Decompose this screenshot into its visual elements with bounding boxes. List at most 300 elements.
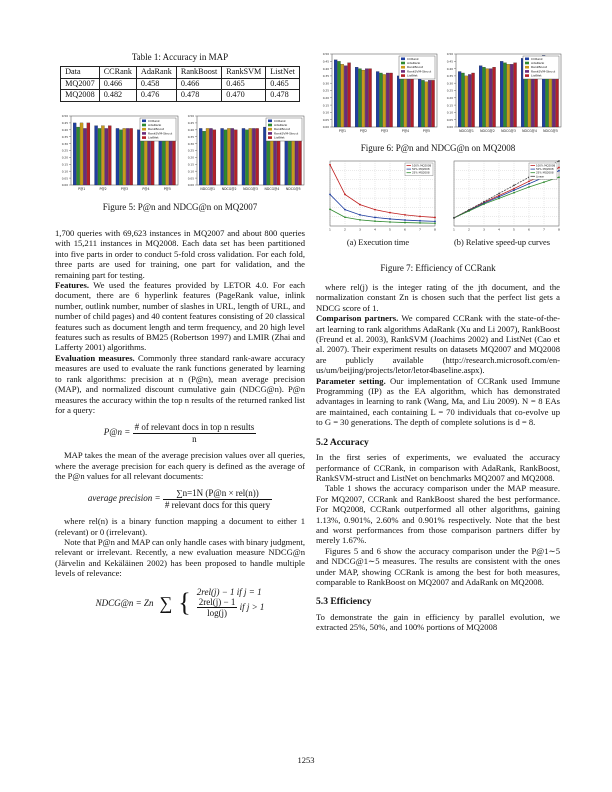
x-tick-label: P@4 — [142, 187, 150, 191]
legend-swatch — [142, 132, 146, 135]
data-point — [558, 170, 560, 172]
legend-label: 50% MQ2008 — [412, 168, 430, 172]
table-cell: MQ2008 — [61, 90, 100, 101]
table-row — [61, 90, 300, 101]
fig7b-caption: (b) Relative speed-up curves — [453, 238, 551, 247]
legend-swatch — [268, 132, 272, 135]
x-tick-label: NDCG@4 — [522, 129, 537, 133]
legend-swatch — [142, 124, 146, 127]
data-point — [374, 217, 376, 219]
parameter-paragraph: Our implementation of CCRank used Immune Programming (IP) as the EA algorithm, which has demonstrated advantages in learning to rank (Wang, Ma, and Liu 2009). N = 8 EAs are maintained, each containing L = 70 individuals that co-evolve up to G = 30 generations. The depth of complete solutions is d = 8. — [316, 375, 560, 428]
equation-case-condition: if j > 1 — [239, 601, 265, 612]
data-point — [374, 220, 376, 222]
bar — [234, 130, 237, 185]
y-tick-label: 0.50 — [61, 114, 68, 119]
table-cell: 0.478 — [266, 90, 300, 101]
y-tick-label: 0.30 — [61, 141, 68, 146]
y-tick-label: 0.00 — [446, 125, 453, 130]
bar — [242, 128, 245, 185]
y-tick-label: 0.10 — [187, 169, 194, 174]
x-tick-label: NDCG@3 — [501, 129, 516, 133]
table-cell: 0.466 — [99, 78, 136, 89]
paragraph-map: MAP takes the mean of the average precision values over all queries, where the average precision for each query is defined as the average of the P@n values for all relevant documents: — [55, 450, 305, 481]
bar — [400, 76, 403, 127]
y-tick-label: 0.50 — [187, 114, 194, 119]
bar — [101, 126, 104, 185]
bar — [119, 130, 122, 185]
x-tick-label: P@3 — [380, 129, 389, 133]
bar — [126, 128, 129, 185]
x-tick-label: NDCG@1 — [459, 129, 474, 133]
fig6-precision-chart — [316, 50, 440, 136]
data-point — [419, 215, 421, 217]
data-point — [374, 209, 376, 211]
bar — [252, 128, 255, 185]
bar — [468, 74, 471, 127]
section-heading-efficiency: 5.3 Efficiency — [316, 596, 372, 608]
x-tick-label: P@1 — [338, 129, 347, 133]
legend-swatch — [525, 74, 529, 77]
x-tick-label: 5 — [513, 227, 515, 232]
legend-swatch — [401, 66, 405, 69]
table-cell: 0.482 — [99, 90, 136, 101]
table-header-cell: RankBoost — [176, 67, 221, 78]
bar — [213, 130, 216, 185]
legend-label: RankSVM-Struct — [531, 69, 556, 74]
paragraph-dataset: 1,700 queries with 69,623 instances in MQ2007 and about 800 queries with 15,211 instances in MQ2008. Each data set has been partitioned into five parts in order to conduct 5-fold cross validation. For each fold, three parts are used for training, one part for validation, and the remaining part for testing. — [55, 228, 305, 280]
bar — [386, 73, 389, 127]
data-point — [498, 193, 500, 195]
data-point — [389, 212, 391, 214]
legend-label: 50% MQ2008 — [536, 168, 554, 172]
equation-lhs: NDCG@n = Zn — [95, 597, 154, 608]
brace-icon: { — [178, 587, 191, 617]
bar — [407, 77, 410, 127]
legend-swatch — [268, 120, 272, 123]
y-tick-label: 0.25 — [61, 148, 68, 153]
bar — [227, 128, 230, 185]
page-number: 1253 — [297, 755, 315, 765]
legend-swatch — [525, 62, 529, 65]
paragraph-accuracy-2: Table 1 shows the accuracy comparison under the MAP measure. For MQ2007, CCRank and RankBoost shared the best performance. For MQ2008, CCRank outperformed all other algorithms, gaining 1.13%, 0.901%, 2.60% and 0.901% respectively. Note that the best and worst performances from those comparison partners differ by merely 1.67%. — [316, 483, 560, 546]
bar — [465, 76, 468, 127]
data-point — [513, 188, 515, 190]
y-tick-label: 0.45 — [61, 121, 68, 126]
data-point — [513, 189, 515, 191]
bar — [334, 60, 337, 127]
x-tick-label: 8 — [434, 227, 436, 232]
y-tick-label: 0.25 — [187, 148, 194, 153]
legend-swatch — [268, 124, 272, 127]
paragraph-rel: where rel(n) is a binary function mapping a document to either 1 (relevant) or 0 (irrelevant). — [55, 516, 305, 537]
equation-case-denominator: log(j) — [207, 608, 228, 619]
bar — [344, 66, 347, 127]
evaluation-heading: Evaluation measures. — [55, 352, 135, 363]
x-tick-label: NDCG@3 — [243, 187, 258, 191]
legend-swatch — [142, 128, 146, 131]
legend-label: RankBoost — [407, 65, 423, 70]
y-tick-label: 0.30 — [187, 141, 194, 146]
y-tick-label: 0.40 — [187, 128, 194, 132]
data-point — [558, 167, 560, 169]
data-point — [419, 220, 421, 222]
y-tick-label: 0.00 — [61, 183, 68, 188]
y-tick-label: 0.40 — [446, 66, 453, 71]
x-tick-label: NDCG@5 — [285, 187, 301, 191]
bar — [98, 128, 101, 185]
x-tick-label: P@3 — [120, 187, 129, 191]
table-header-cell: ListNet — [266, 67, 300, 78]
data-point — [359, 219, 361, 221]
bar — [337, 61, 340, 127]
table-header-cell: AdaRank — [136, 67, 176, 78]
y-tick-label: 0.10 — [61, 169, 68, 174]
legend-label: RankSVM-Struct — [407, 69, 432, 74]
legend-label: RankBoost — [148, 127, 164, 132]
fig5-ndcg-chart — [181, 112, 307, 194]
table-cell: 0.458 — [136, 78, 176, 89]
table-header-cell: RankSVM — [222, 67, 266, 78]
y-tick-label: 0.15 — [187, 162, 194, 167]
bar — [379, 73, 382, 127]
paragraph-ndcg: Note that P@n and MAP can only handle cases with binary judgment, relevant or irrelevant. Recently, a new evaluation measure NDCG@n (Järvelin and Kekäläinen 2002) has been proposed to handle multiple levels of relevance: — [55, 536, 306, 579]
equation-lhs: P@n = — [103, 427, 131, 438]
bar — [507, 64, 510, 127]
bar — [482, 67, 485, 127]
legend-label: ListNet — [407, 73, 418, 78]
bar — [80, 123, 83, 185]
equation-average-precision — [55, 488, 305, 510]
y-tick-label: 0.15 — [322, 103, 329, 108]
bar — [245, 130, 248, 185]
y-tick-label: 0.05 — [61, 176, 68, 181]
y-tick-label: 0.20 — [322, 96, 329, 100]
fig7-execution-time-chart — [318, 158, 438, 234]
bar — [365, 69, 368, 127]
fig7-speedup-chart — [442, 158, 562, 234]
legend-swatch — [525, 58, 529, 61]
y-tick-label: 0.35 — [61, 134, 68, 139]
bar — [411, 77, 414, 127]
fig6-caption: Figure 6: P@n and NDCG@n on MQ2008 — [360, 143, 516, 153]
equation-numerator: # of relevant docs in top n results — [134, 422, 255, 433]
x-tick-label: NDCG@5 — [543, 129, 558, 133]
legend-label: AdaRank — [407, 61, 421, 65]
legend-swatch — [525, 66, 529, 69]
x-tick-label: 6 — [528, 227, 530, 232]
y-tick-label: 0.20 — [446, 96, 453, 100]
table1-caption: Table 1: Accuracy in MAP — [131, 52, 229, 62]
bar — [369, 69, 372, 127]
legend-label: 25% MQ2008 — [412, 171, 430, 175]
table1-block — [55, 52, 305, 102]
bar — [432, 80, 435, 127]
bar — [458, 72, 461, 127]
data-point — [404, 214, 406, 216]
data-point — [528, 183, 530, 185]
data-point — [558, 176, 560, 178]
bar — [108, 126, 111, 185]
bar — [376, 72, 379, 127]
bar — [116, 128, 119, 185]
data-point — [543, 181, 545, 183]
legend-swatch — [268, 128, 272, 131]
table-header-cell: CCRank — [99, 67, 136, 78]
features-paragraph: We used the features provided by LETOR 4.0. For each document, there are 6 hyperlink features (PageRank value, inlink number, outlink number, number of slashes in URL, length of URL, and number of child pages) and 40 content features consisting of 20 classical features such as document length and term frequency, and 20 high level features such as results of BM25 (Robertson 1997) and LMIR (Zhai and Lafferty 2001) algorithms. — [55, 280, 305, 353]
sum-symbol-icon: ∑ — [159, 592, 173, 613]
data-point — [389, 218, 391, 220]
bar — [231, 128, 234, 185]
features-heading: Features. — [55, 280, 89, 291]
bar — [83, 128, 86, 185]
table-row — [61, 78, 300, 89]
x-tick-label: 8 — [558, 227, 560, 232]
legend-label: CCRank — [148, 118, 160, 123]
y-tick-label: 0.05 — [187, 176, 194, 181]
y-tick-label: 0.25 — [446, 88, 453, 93]
x-tick-label: NDCG@2 — [221, 187, 237, 191]
x-tick-label: P@5 — [422, 129, 431, 133]
fig7a-caption: (a) Execution time — [346, 238, 410, 247]
table-cell: 0.466 — [176, 78, 221, 89]
x-tick-label: P@4 — [401, 129, 410, 133]
legend-label: ListNet — [274, 135, 285, 140]
x-tick-label: 4 — [374, 227, 376, 232]
bar — [341, 64, 344, 127]
y-tick-label: 0.50 — [446, 52, 453, 57]
bar — [425, 82, 428, 127]
legend-swatch — [401, 62, 405, 65]
table-cell: 0.465 — [266, 78, 300, 89]
bar — [500, 61, 503, 127]
y-tick-label: 0.45 — [322, 59, 329, 64]
legend-swatch — [142, 136, 146, 139]
data-point — [468, 209, 470, 211]
bar — [390, 73, 393, 127]
data-point — [329, 208, 331, 210]
legend-swatch — [401, 70, 405, 73]
table-cell: 0.465 — [222, 78, 266, 89]
equation-case-one: 2rel(j) − 1 if j = 1 — [196, 586, 262, 597]
legend-label: Linear — [536, 175, 545, 179]
x-tick-label: NDCG@2 — [480, 129, 495, 133]
bar — [130, 128, 133, 185]
legend-label: 100% MQ2008 — [536, 164, 556, 168]
bar — [358, 69, 361, 127]
legend-label: RankSVM-Struct — [148, 131, 173, 136]
equation-case-numerator: 2rel(j) − 1 — [198, 597, 236, 607]
data-point — [329, 164, 331, 166]
bar — [514, 63, 517, 127]
comparison-heading: Comparison partners. — [316, 313, 399, 324]
bar — [479, 66, 482, 127]
bar — [503, 63, 506, 127]
data-point — [528, 186, 530, 188]
evaluation-paragraph: Commonly three standard rank-aware accuracy measures are used to evaluate the rank functions generated by learning to rank algorithms: precision at n (P@n), mean average precision (MAP), and normalized discount cumulative gain (NDCG@n). P@n measures the accuracy within the top n results of the returned ranked list for a query: — [55, 352, 305, 415]
y-tick-label: 0.20 — [61, 155, 68, 160]
legend-label: RankSVM-Struct — [274, 131, 299, 136]
x-tick-label: 6 — [404, 227, 406, 232]
bar — [428, 80, 431, 127]
y-tick-label: 0.40 — [322, 66, 329, 71]
legend-label: CCRank — [274, 118, 286, 123]
fig7-caption: Figure 7: Efficiency of CCRank — [380, 263, 496, 273]
legend-swatch — [142, 120, 146, 123]
y-tick-label: 0.05 — [322, 117, 329, 122]
data-point — [404, 222, 406, 224]
x-tick-label: 7 — [543, 227, 545, 232]
fig5-caption: Figure 5: P@n and NDCG@n on MQ2007 — [102, 202, 258, 212]
legend-label: AdaRank — [274, 123, 288, 127]
equation-denominator: # relevant docs for this query — [164, 499, 271, 510]
bar — [418, 79, 421, 127]
fig5-precision-chart — [55, 112, 181, 194]
x-tick-label: 1 — [329, 227, 331, 232]
bar — [404, 79, 407, 127]
data-point — [483, 203, 485, 205]
legend-label: RankBoost — [274, 127, 290, 132]
x-tick-label: 2 — [468, 227, 470, 232]
left-column-text — [55, 228, 305, 619]
bar — [95, 126, 98, 185]
data-point — [434, 222, 436, 224]
legend-label: AdaRank — [148, 123, 162, 127]
data-point — [528, 180, 530, 182]
data-point — [329, 194, 331, 196]
legend-label: RankBoost — [531, 65, 547, 70]
bar — [348, 63, 351, 127]
x-tick-label: 2 — [344, 227, 346, 232]
data-point — [513, 192, 515, 194]
bar — [105, 128, 108, 185]
bar — [77, 127, 80, 185]
data-point — [483, 201, 485, 203]
bar — [510, 64, 513, 127]
x-tick-label: NDCG@1 — [200, 187, 216, 191]
equation-lhs: average precision = — [87, 493, 161, 504]
data-point — [344, 194, 346, 196]
y-tick-label: 0.10 — [322, 110, 329, 115]
bar — [256, 128, 259, 185]
right-column-text — [316, 282, 560, 633]
y-tick-label: 0.35 — [446, 74, 453, 79]
legend-swatch — [401, 58, 405, 61]
legend-label: 25% MQ2008 — [536, 171, 554, 175]
table-cell: MQ2007 — [61, 78, 100, 89]
legend-swatch — [268, 136, 272, 139]
bar — [249, 128, 252, 185]
table-cell: 0.470 — [222, 90, 266, 101]
comparison-paragraph: We compared CCRank with the state-of-the-art learning to rank algorithms AdaRank (Xu and Li 2007), RankBoost (Freund et al. 2003), RankSVM (Joachims 2002) and ListNet (Cao et al. 2007). Their experiment results on datasets MQ2007 and MQ2008 are publicly available (http://research.microsoft.com/en-us/um/beijing/projects/letor/letor4baseline.aspx). — [316, 313, 560, 376]
legend-label: CCRank — [531, 56, 543, 61]
bar — [383, 74, 386, 127]
equation-denominator: n — [192, 433, 197, 444]
data-point — [498, 197, 500, 199]
bar — [73, 123, 76, 185]
bar — [472, 73, 475, 127]
y-tick-label: 0.30 — [322, 81, 329, 86]
y-tick-label: 0.45 — [187, 121, 194, 126]
parameter-heading: Parameter setting. — [316, 375, 386, 386]
paragraph-accuracy-1: In the first series of experiments, we evaluated the accuracy performance of CCRank, in comparison with AdaRank, RankBoost, RankSVM-struct and ListNet on benchmarks MQ2007 and MQ2008. — [316, 452, 560, 483]
y-tick-label: 0.05 — [446, 117, 453, 122]
series-line — [454, 177, 559, 218]
bar — [421, 80, 424, 127]
bar — [123, 128, 126, 185]
equation-precision — [55, 422, 305, 444]
y-tick-label: 0.35 — [187, 134, 194, 139]
table-cell: 0.478 — [176, 90, 221, 101]
bar — [87, 123, 90, 185]
y-tick-label: 0.45 — [446, 59, 453, 64]
table-header-cell: Data — [61, 67, 100, 78]
y-tick-label: 0.35 — [322, 74, 329, 79]
x-tick-label: 4 — [498, 227, 500, 232]
y-tick-label: 0.25 — [322, 88, 329, 93]
bar — [355, 67, 358, 127]
x-tick-label: 1 — [453, 227, 455, 232]
fig6-ndcg-chart — [440, 50, 564, 136]
y-tick-label: 0.10 — [446, 110, 453, 115]
bar — [224, 130, 227, 185]
data-point — [498, 196, 500, 198]
x-tick-label: 7 — [419, 227, 421, 232]
y-tick-label: 0.20 — [187, 155, 194, 160]
equation-numerator: ∑n=1N (P@n × rel(n)) — [163, 488, 272, 499]
data-point — [419, 222, 421, 224]
data-point — [389, 221, 391, 223]
data-point — [434, 217, 436, 219]
x-tick-label: P@2 — [99, 187, 107, 191]
legend-label: AdaRank — [531, 61, 545, 65]
bar — [493, 67, 496, 127]
y-tick-label: 0.30 — [446, 81, 453, 86]
equation-ndcg — [55, 587, 305, 619]
legend-swatch — [525, 70, 529, 73]
data-point — [359, 214, 361, 216]
legend-label: 100% MQ2008 — [412, 164, 432, 168]
data-point — [513, 184, 515, 186]
y-tick-label: 0.15 — [61, 162, 68, 167]
legend-label: CCRank — [407, 56, 419, 61]
data-point — [344, 216, 346, 218]
bar — [362, 70, 365, 127]
x-tick-label: 3 — [359, 227, 361, 232]
x-tick-label: 3 — [483, 227, 485, 232]
legend-swatch — [401, 74, 405, 77]
bar — [461, 73, 464, 127]
data-point — [359, 204, 361, 206]
y-tick-label: 0.00 — [187, 183, 194, 188]
data-point — [453, 217, 455, 219]
bar — [209, 128, 212, 185]
bar — [199, 128, 202, 185]
x-tick-label: P@1 — [78, 187, 86, 191]
paragraph-rel-j: where rel(j) is the integer rating of the jth document, and the normalization constant Zn is chosen such that the perfect list gets a NDCG score of 1. — [316, 282, 560, 313]
x-tick-label: NDCG@4 — [264, 187, 280, 191]
bar — [397, 76, 400, 127]
data-point — [558, 160, 560, 162]
data-point — [404, 219, 406, 221]
bar — [203, 131, 206, 185]
bar — [489, 69, 492, 127]
legend-label: ListNet — [531, 73, 542, 78]
legend-label: ListNet — [148, 135, 159, 140]
table-cell: 0.476 — [136, 90, 176, 101]
accuracy-table — [60, 66, 300, 101]
paragraph-accuracy-3: Figures 5 and 6 show the accuracy comparison under the P@1∼5 and NDCG@1∼5 measures. The results are consistent with the ones under MAP, showing CCRank is among the best for both measures, comparable to RankBoost on MQ2007 and AdaRank on MQ2008. — [316, 545, 560, 587]
bar — [206, 128, 209, 185]
